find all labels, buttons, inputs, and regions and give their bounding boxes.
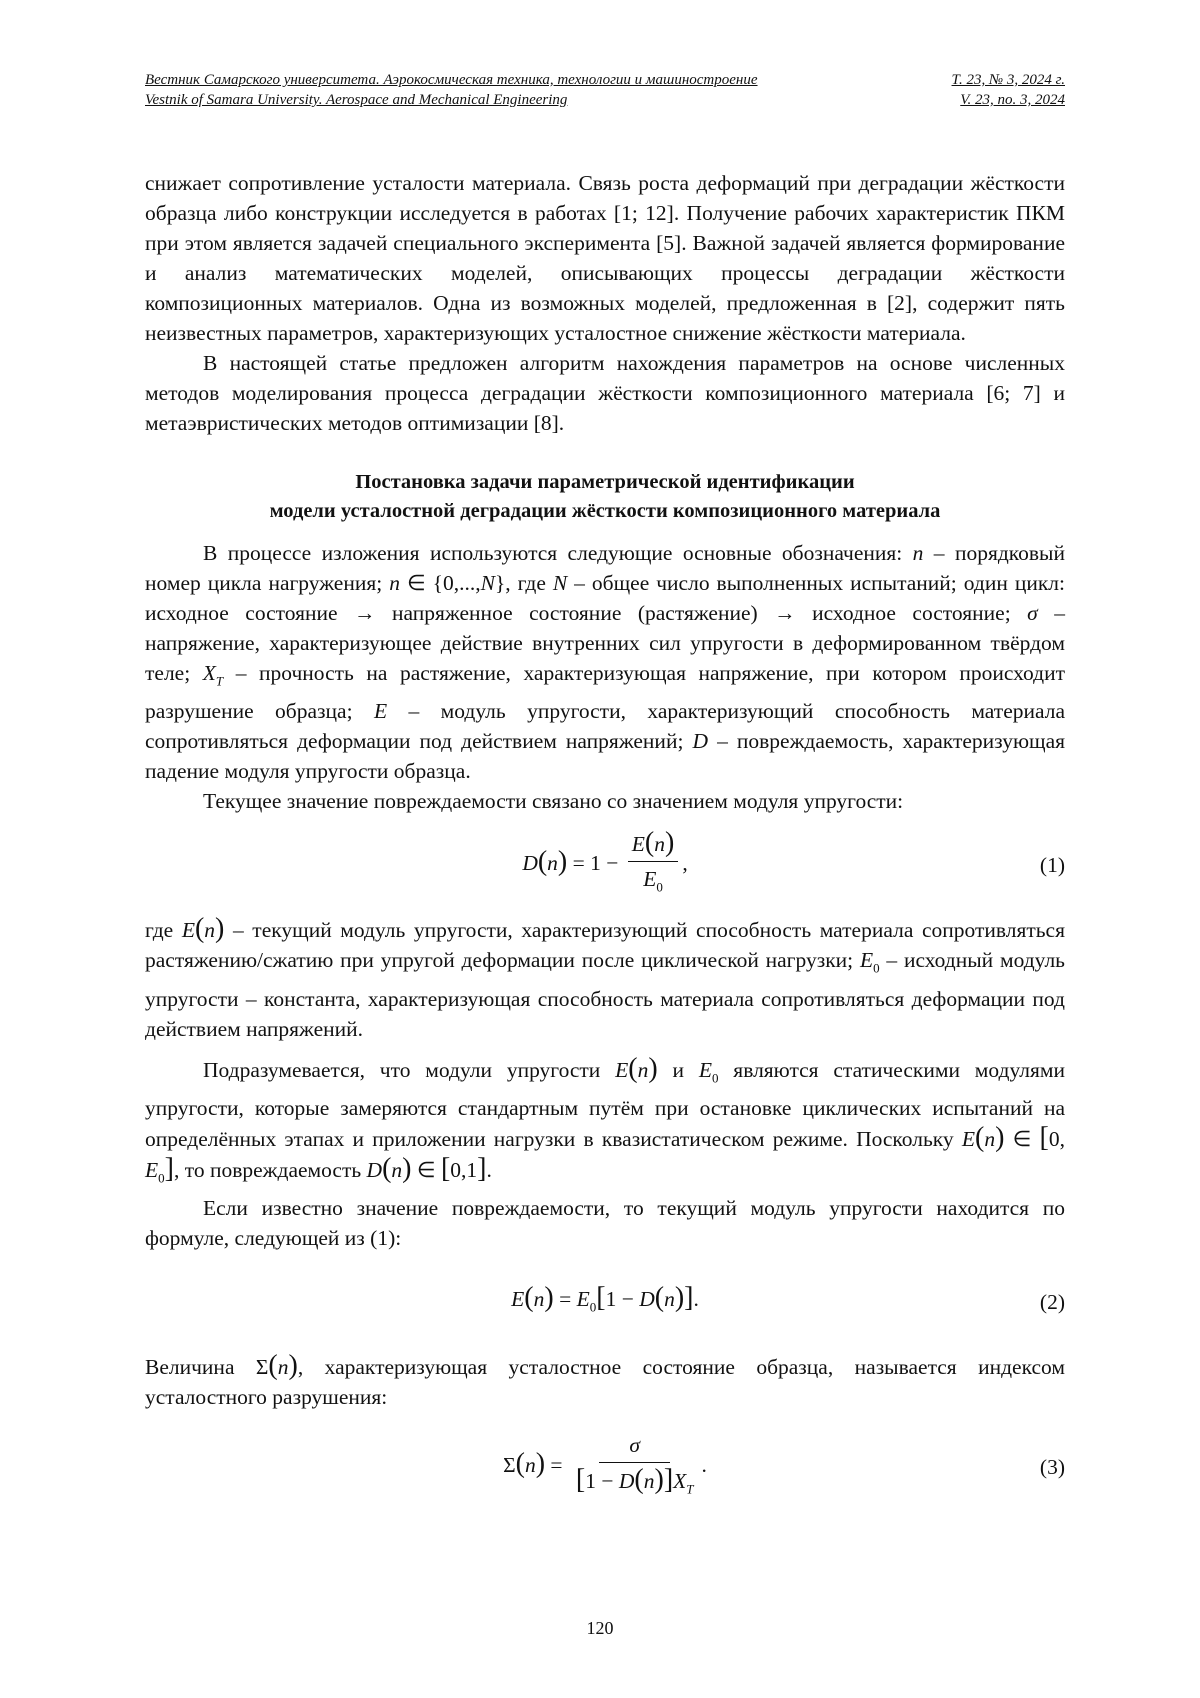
current-value-paragraph: Текущее значение повреждаемости связано со значением модуля упругости: <box>145 786 1065 816</box>
magnitude-paragraph: Величина Σ(n), характеризующая усталостное состояние образца, называется индексом усталостного разрушения: <box>145 1351 1065 1412</box>
paragraph-1: снижает сопротивление усталости материала. Связь роста деформаций при деградации жёсткости образца либо конструкции исследуется в работах [1; 12]. Получение рабочих характеристик ПКМ при этом является задачей специального эксперимента [5]. Важной задачей является формирование и анализ математических моделей, описывающих процессы деградации жёсткости композиционных материалов. Одна из возможных моделей, предложенная в [2], содержит пять неизвестных параметров, характеризующих усталостное снижение жёсткости материала. <box>145 168 1065 348</box>
equation-3: Σ(n) = σ [1 − D(n)]XT . (3) <box>145 1412 1065 1522</box>
journal-title-ru: Вестник Самарского университета. Аэрокосмическая техника, технологии и машиностроение <box>145 70 758 90</box>
page-number: 120 <box>0 1618 1200 1639</box>
running-header <box>145 70 1065 110</box>
equation-2-number: (2) <box>1040 1287 1065 1317</box>
volume-ru: Т. 23, № 3, 2024 г. <box>952 70 1065 90</box>
implied-paragraph: Подразумевается, что модули упругости E(n) и E0 являются статическими модулями упругости, которые замеряются стандартным путём при остановке циклических испытаний на определённых этапах и приложении нагрузки в квазистатическом режиме. Поскольку E(n) ∈ [0, E0], то повреждаемость D(n) ∈ [0,1]. <box>145 1054 1065 1194</box>
known-paragraph: Если известно значение повреждаемости, то текущий модуль упругости находится по формуле, следующей из (1): <box>145 1193 1065 1253</box>
paragraph-2: В настоящей статье предложен алгоритм нахождения параметров на основе численных методов моделирования процесса деградации жёсткости композиционного материала [6; 7] и метаэвристических методов оптимизации [8]. <box>145 348 1065 438</box>
page-content <box>145 70 1065 1522</box>
equation-3-number: (3) <box>1040 1452 1065 1482</box>
equation-1: D(n) = 1 − E(n) E0 , (1) <box>145 816 1065 914</box>
notation-paragraph: В процессе изложения используются следующие основные обозначения: n – порядковый номер цикла нагружения; n ∈ {0,...,N}, где N – общее число выполненных испытаний; один цикл: исходное состояние → напряженное состояние (растяжение) → исходное состояние; σ – напряжение, характеризующее действие внутренних сил упругости в деформированном твёрдом теле; XT – прочность на растяжение, характеризующая напряжение, при котором происходит разрушение образца; E – модуль упругости, характеризующий способность материала сопротивляться деформации под действием напряжений; D – повреждаемость, характеризующая падение модуля упругости образца. <box>145 538 1065 786</box>
section-title <box>145 468 1065 526</box>
section-title-line-2: модели усталостной деградации жёсткости композиционного материала <box>145 497 1065 526</box>
volume-en: V. 23, no. 3, 2024 <box>960 90 1065 110</box>
journal-title-en: Vestnik of Samara University. Aerospace and Mechanical Engineering <box>145 90 567 110</box>
where-paragraph: где E(n) – текущий модуль упругости, характеризующий способность материала сопротивляться растяжению/сжатию при упругой деформации после циклической нагрузки; E0 – исходный модуль упругости – константа, характеризующая способность материала сопротивляться деформации под действием напряжений. <box>145 914 1065 1043</box>
section-title-line-1: Постановка задачи параметрической идентификации <box>145 468 1065 497</box>
body-text <box>145 168 1065 1522</box>
equation-1-number: (1) <box>1040 850 1065 880</box>
equation-2: E(n) = E0[1 − D(n)]. (2) <box>145 1253 1065 1351</box>
